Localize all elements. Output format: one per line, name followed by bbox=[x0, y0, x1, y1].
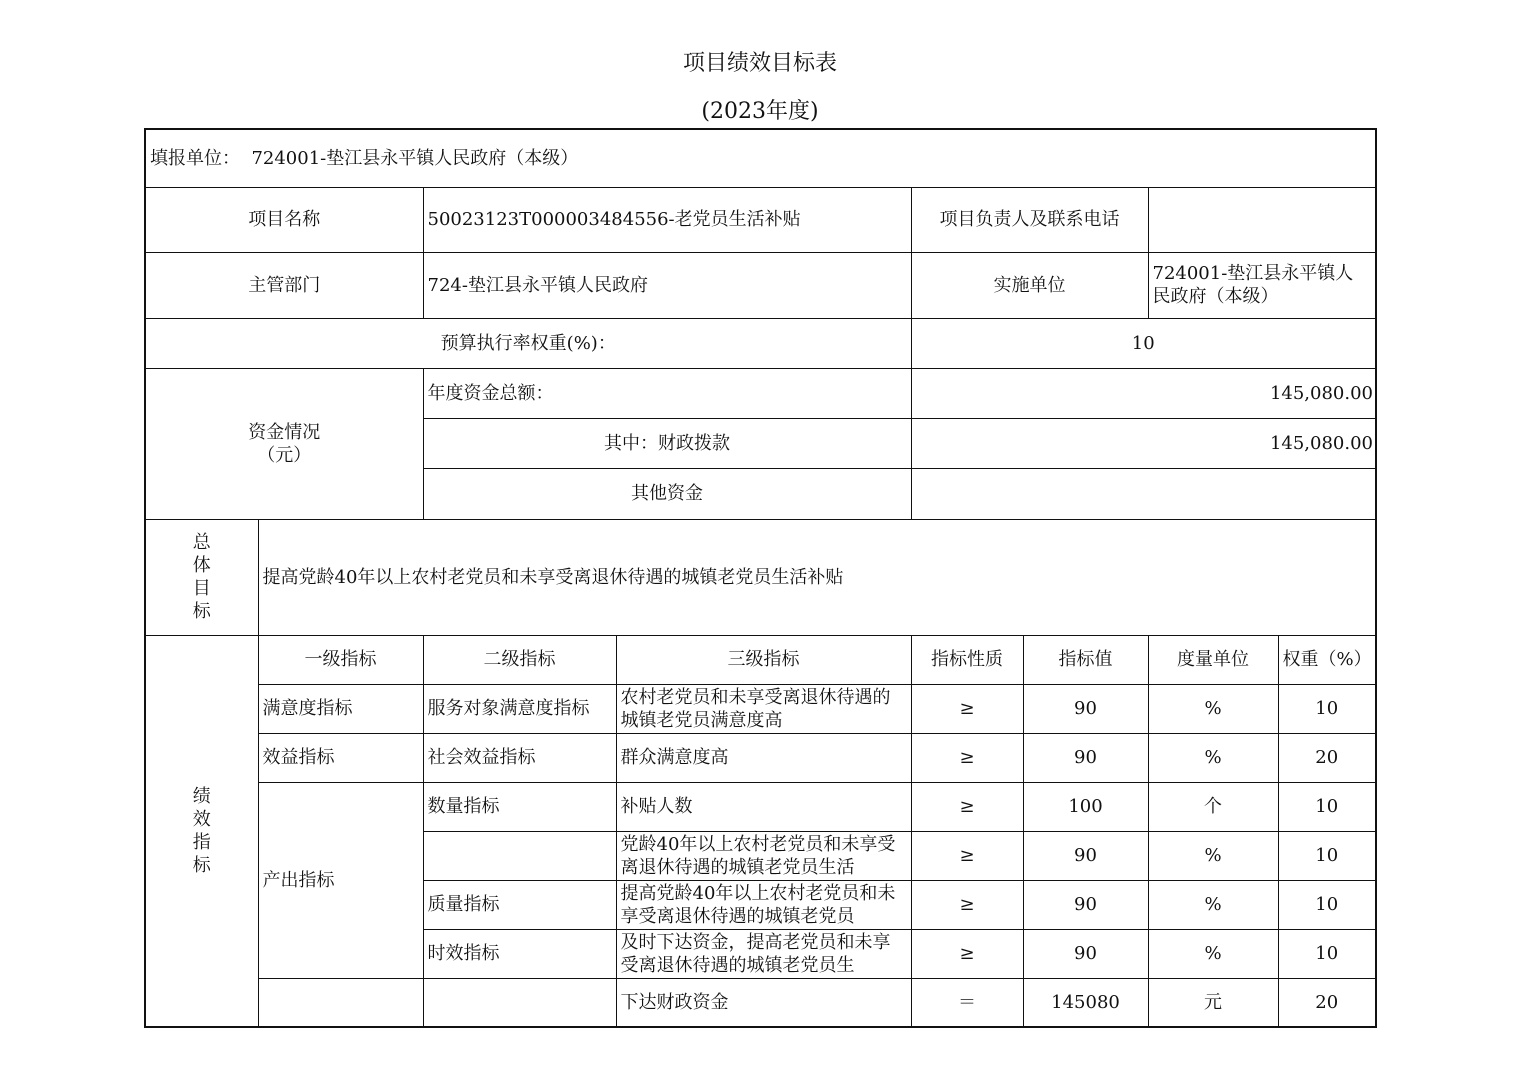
col-header-weight: 权重（%） bbox=[1278, 635, 1376, 684]
unit-cell: 个 bbox=[1148, 782, 1278, 831]
value-cell: 90 bbox=[1023, 831, 1148, 880]
goal-label-char: 体 bbox=[192, 555, 211, 576]
level3-cell: 提高党龄40年以上农村老党员和未享受离退休待遇的城镇老党员 bbox=[616, 880, 911, 929]
filing-unit-value: 724001-垫江县永平镇人民政府（本级） bbox=[251, 147, 579, 169]
nature-cell: ≥ bbox=[911, 880, 1023, 929]
funds-other-label: 其他资金 bbox=[423, 468, 911, 519]
level2-cell: 数量指标 bbox=[423, 782, 616, 831]
funds-total-label: 年度资金总额： bbox=[423, 368, 911, 418]
col-header-nature: 指标性质 bbox=[911, 635, 1023, 684]
project-contact-value bbox=[1148, 187, 1376, 252]
value-cell: 145080 bbox=[1023, 978, 1148, 1027]
indicators-label bbox=[145, 635, 258, 1027]
funds-label-line2: （元） bbox=[257, 444, 312, 466]
funds-label bbox=[145, 368, 423, 519]
table-row bbox=[145, 684, 1376, 733]
indicators-label-char: 标 bbox=[192, 854, 211, 876]
budget-rate-label: 预算执行率权重(%)： bbox=[145, 318, 911, 368]
unit-cell: % bbox=[1148, 684, 1278, 733]
table-row bbox=[145, 782, 1376, 831]
unit-cell: % bbox=[1148, 929, 1278, 978]
level1-cell bbox=[258, 978, 423, 1027]
funds-fiscal-label: 其中：财政拨款 bbox=[423, 418, 911, 468]
project-name-value: 50023123T000003484556-老党员生活补贴 bbox=[423, 187, 911, 252]
nature-cell: ≥ bbox=[911, 831, 1023, 880]
value-cell: 90 bbox=[1023, 929, 1148, 978]
unit-cell: 元 bbox=[1148, 978, 1278, 1027]
dept-value: 724-垫江县永平镇人民政府 bbox=[423, 252, 911, 318]
nature-cell: ＝ bbox=[911, 978, 1023, 1027]
page-subtitle: (2023年度) bbox=[701, 99, 819, 124]
level2-cell bbox=[423, 978, 616, 1027]
unit-cell: % bbox=[1148, 831, 1278, 880]
weight-cell: 20 bbox=[1278, 978, 1376, 1027]
level2-cell: 质量指标 bbox=[423, 880, 616, 929]
table-row bbox=[145, 733, 1376, 782]
page-title: 项目绩效目标表 bbox=[682, 51, 837, 76]
goal-label-char: 目 bbox=[192, 578, 211, 599]
level3-cell: 党龄40年以上农村老党员和未享受离退休待遇的城镇老党员生活 bbox=[616, 831, 911, 880]
level3-cell: 补贴人数 bbox=[616, 782, 911, 831]
value-cell: 90 bbox=[1023, 684, 1148, 733]
goal-label-char: 标 bbox=[192, 601, 211, 622]
weight-cell: 20 bbox=[1278, 733, 1376, 782]
col-header-unit: 度量单位 bbox=[1148, 635, 1278, 684]
weight-cell: 10 bbox=[1278, 782, 1376, 831]
col-header-level2: 二级指标 bbox=[423, 635, 616, 684]
level1-cell: 满意度指标 bbox=[258, 684, 423, 733]
table-row bbox=[145, 978, 1376, 1027]
weight-cell: 10 bbox=[1278, 684, 1376, 733]
budget-rate-value: 10 bbox=[911, 318, 1376, 368]
funds-label-line1: 资金情况 bbox=[248, 421, 321, 443]
level2-cell bbox=[423, 831, 616, 880]
dept-label: 主管部门 bbox=[145, 252, 423, 318]
goal-text: 提高党龄40年以上农村老党员和未享受离退休待遇的城镇老党员生活补贴 bbox=[258, 519, 1376, 635]
level2-cell: 社会效益指标 bbox=[423, 733, 616, 782]
goal-label-char: 总 bbox=[192, 532, 211, 553]
nature-cell: ≥ bbox=[911, 733, 1023, 782]
weight-cell: 10 bbox=[1278, 831, 1376, 880]
unit-cell: % bbox=[1148, 880, 1278, 929]
unit-cell: % bbox=[1148, 733, 1278, 782]
indicators-label-char: 指 bbox=[192, 831, 211, 853]
value-cell: 100 bbox=[1023, 782, 1148, 831]
project-contact-label: 项目负责人及联系电话 bbox=[911, 187, 1148, 252]
level2-cell: 时效指标 bbox=[423, 929, 616, 978]
indicators-label-char: 效 bbox=[192, 808, 211, 830]
indicators-label-char: 绩 bbox=[192, 785, 211, 807]
funds-other-value bbox=[911, 468, 1376, 519]
level3-cell: 下达财政资金 bbox=[616, 978, 911, 1027]
level3-cell: 农村老党员和未享受离退休待遇的城镇老党员满意度高 bbox=[616, 684, 911, 733]
impl-unit-label: 实施单位 bbox=[911, 252, 1148, 318]
funds-fiscal-value: 145,080.00 bbox=[911, 418, 1376, 468]
goal-label bbox=[145, 519, 258, 635]
col-header-level3: 三级指标 bbox=[616, 635, 911, 684]
weight-cell: 10 bbox=[1278, 880, 1376, 929]
funds-total-value: 145,080.00 bbox=[911, 368, 1376, 418]
col-header-level1: 一级指标 bbox=[258, 635, 423, 684]
col-header-value: 指标值 bbox=[1023, 635, 1148, 684]
nature-cell: ≥ bbox=[911, 782, 1023, 831]
level3-cell: 及时下达资金，提高老党员和未享受离退休待遇的城镇老党员生 bbox=[616, 929, 911, 978]
value-cell: 90 bbox=[1023, 880, 1148, 929]
filing-unit-cell bbox=[145, 129, 1376, 187]
level1-cell: 效益指标 bbox=[258, 733, 423, 782]
project-name-label: 项目名称 bbox=[145, 187, 423, 252]
nature-cell: ≥ bbox=[911, 684, 1023, 733]
nature-cell: ≥ bbox=[911, 929, 1023, 978]
level3-cell: 群众满意度高 bbox=[616, 733, 911, 782]
filing-unit-label: 填报单位： bbox=[150, 147, 240, 169]
impl-unit-value: 724001-垫江县永平镇人民政府（本级） bbox=[1148, 252, 1376, 318]
level2-cell: 服务对象满意度指标 bbox=[423, 684, 616, 733]
performance-table bbox=[144, 128, 1377, 1028]
weight-cell: 10 bbox=[1278, 929, 1376, 978]
value-cell: 90 bbox=[1023, 733, 1148, 782]
level1-cell: 产出指标 bbox=[258, 782, 423, 978]
